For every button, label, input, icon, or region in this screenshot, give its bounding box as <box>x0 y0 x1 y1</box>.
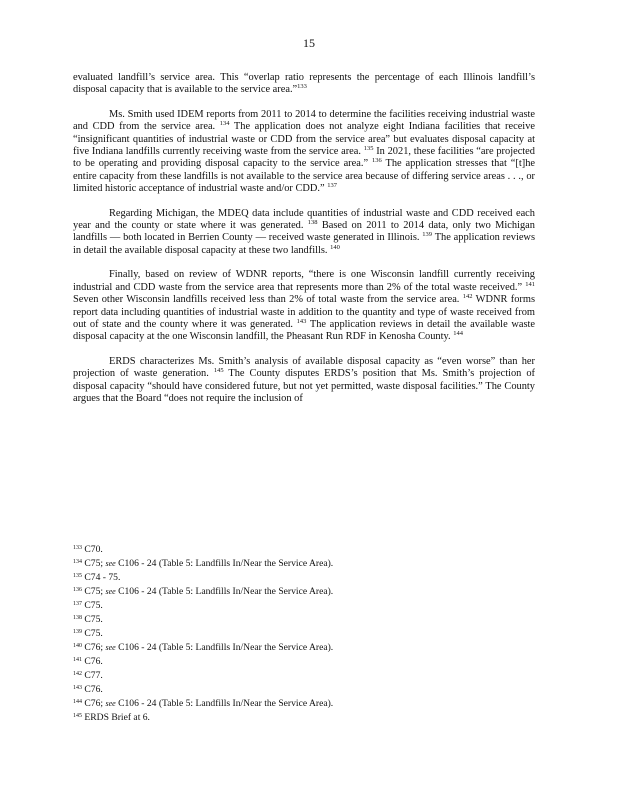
footnote-citation: C106 - 24 (Table 5: Landfills In/Near the Service Area). <box>115 558 334 569</box>
footnote-ref: 136 <box>372 157 382 165</box>
paragraph-text: Finally, based on review of WDNR reports, “there is one Wisconsin landfill currently receiving industrial and CDD waste from the service area that represents more than 2% of the total waste received.” <box>73 269 535 293</box>
footnote-text: C75; <box>82 586 106 597</box>
footnote-number: 137 <box>73 601 82 607</box>
footnote <box>73 683 493 697</box>
footnote-number: 138 <box>73 615 82 621</box>
footnote-ref: 140 <box>330 243 340 251</box>
footnote-number: 135 <box>73 573 82 579</box>
footnote <box>73 669 493 683</box>
footnote-number: 141 <box>73 657 82 663</box>
footnote-ref: 134 <box>219 120 230 128</box>
footnote-number: 142 <box>73 671 82 677</box>
footnote <box>73 655 493 669</box>
footnote-text: C76. <box>82 656 103 667</box>
paragraph <box>73 356 535 406</box>
paragraph-text: Seven other Wisconsin landfills received less than 2% of total waste from the service area. <box>73 294 463 306</box>
paragraph-text: ERDS characterizes Ms. Smith’s analysis of available disposal capacity as “even worse” than her projection of waste generation. <box>73 355 535 380</box>
footnote-text: C76. <box>82 684 103 695</box>
footnote-text: C74 - 75. <box>82 572 121 583</box>
paragraph-text: The application does not analyze eight Indiana facilities that receive “insignificant quantities of industrial waste or CDD from the service area” but evaluates disposal capacity at five Indiana landfills currently receiving waste from the service area. <box>73 121 535 158</box>
footnote-ref: 143 <box>296 317 307 325</box>
footnote-ref: 133 <box>297 83 307 91</box>
footnote <box>73 599 493 613</box>
footnote-ref: 137 <box>327 182 337 190</box>
document-body <box>73 72 535 417</box>
footnote-ref: 135 <box>363 145 374 153</box>
footnote <box>73 697 493 711</box>
footnote-ref: 138 <box>307 219 318 227</box>
footnote-text: C75. <box>82 614 103 625</box>
footnote-ref: 141 <box>525 280 535 288</box>
paragraph-text: The County disputes ERDS’s position that Ms. Smith’s projection of disposal capacity “should have considered future, but not yet permitted, waste disposal facilities.” The County argues that the Board “does not require the inclusion of <box>73 368 536 404</box>
footnotes <box>73 543 493 725</box>
footnote <box>73 585 493 599</box>
footnote <box>73 627 493 641</box>
footnote-citation: C106 - 24 (Table 5: Landfills In/Near the Service Area). <box>115 642 334 653</box>
footnote-text: C70. <box>82 544 103 555</box>
footnote-ref: 145 <box>213 367 224 375</box>
footnote-number: 136 <box>73 587 82 593</box>
footnote <box>73 641 493 655</box>
footnote-signal: see <box>105 587 116 596</box>
footnote-number: 145 <box>73 713 82 719</box>
footnote-number: 143 <box>73 685 82 691</box>
footnote <box>73 613 493 627</box>
footnote-text: ERDS Brief at 6. <box>82 712 150 723</box>
footnote <box>73 543 493 557</box>
paragraph-text: WDNR forms report data including quantities of industrial waste in addition to the quantity and type of waste received from out of state and the county where it was generated. <box>73 294 535 330</box>
footnote-text: C77. <box>82 670 103 681</box>
footnote-text: C76; <box>82 698 106 709</box>
footnote-ref: 139 <box>422 231 433 239</box>
paragraph-text: Regarding Michigan, the MDEQ data include quantities of industrial waste and CDD received each year and the county or state where it was generated. <box>73 207 535 232</box>
footnote-ref: 142 <box>462 293 473 301</box>
paragraph-text: In 2021, these facilities “are projected to be operating and providing disposal capacity to the service area.” <box>73 146 535 170</box>
paragraph <box>73 109 535 196</box>
paragraph <box>73 269 535 343</box>
footnote-text: C75. <box>82 628 103 639</box>
footnote-number: 140 <box>73 643 82 649</box>
footnote-number: 133 <box>73 545 82 551</box>
paragraph-text: The application stresses that “[t]he entire capacity from these landfills is not available to the service area because of differing service areas . . ., or limited historic acceptance of industrial waste and/or CDD.” <box>73 158 536 195</box>
paragraph-text: evaluated landfill’s service area. This “overlap ratio represents the percentage of each Illinois landfill’s disposal capacity that is available to the service area.” <box>73 72 535 96</box>
footnote <box>73 557 493 571</box>
footnote-text: C75. <box>82 600 103 611</box>
paragraph-text: The application reviews in detail the available disposal capacity at these two landfills. <box>73 232 535 256</box>
paragraph-text: The application reviews in detail the available waste disposal capacity at the one Wisconsin landfill, the Pheasant Run RDF in Kenosha County. <box>73 318 535 343</box>
footnote-number: 134 <box>73 559 82 565</box>
paragraph <box>73 208 535 258</box>
footnote-signal: see <box>105 559 116 568</box>
footnote <box>73 711 493 725</box>
footnote-number: 139 <box>73 629 82 635</box>
footnote-text: C76; <box>82 642 106 653</box>
footnote-citation: C106 - 24 (Table 5: Landfills In/Near the Service Area). <box>115 698 334 709</box>
paragraph-text: Ms. Smith used IDEM reports from 2011 to 2014 to determine the facilities receiving industrial waste and CDD from the service area. <box>73 108 535 133</box>
paragraph <box>73 72 535 97</box>
footnote-signal: see <box>105 643 116 652</box>
footnote <box>73 571 493 585</box>
footnote-signal: see <box>105 699 116 708</box>
footnote-number: 144 <box>73 699 82 705</box>
footnote-text: C75; <box>82 558 106 569</box>
footnote-ref: 144 <box>453 330 463 338</box>
paragraph-text: Based on 2011 to 2014 data, only two Michigan landfills — both located in Berrien County — received waste generated in Illinois. <box>73 220 535 244</box>
footnote-citation: C106 - 24 (Table 5: Landfills In/Near the Service Area). <box>115 586 334 597</box>
page-number: 15 <box>303 36 315 50</box>
